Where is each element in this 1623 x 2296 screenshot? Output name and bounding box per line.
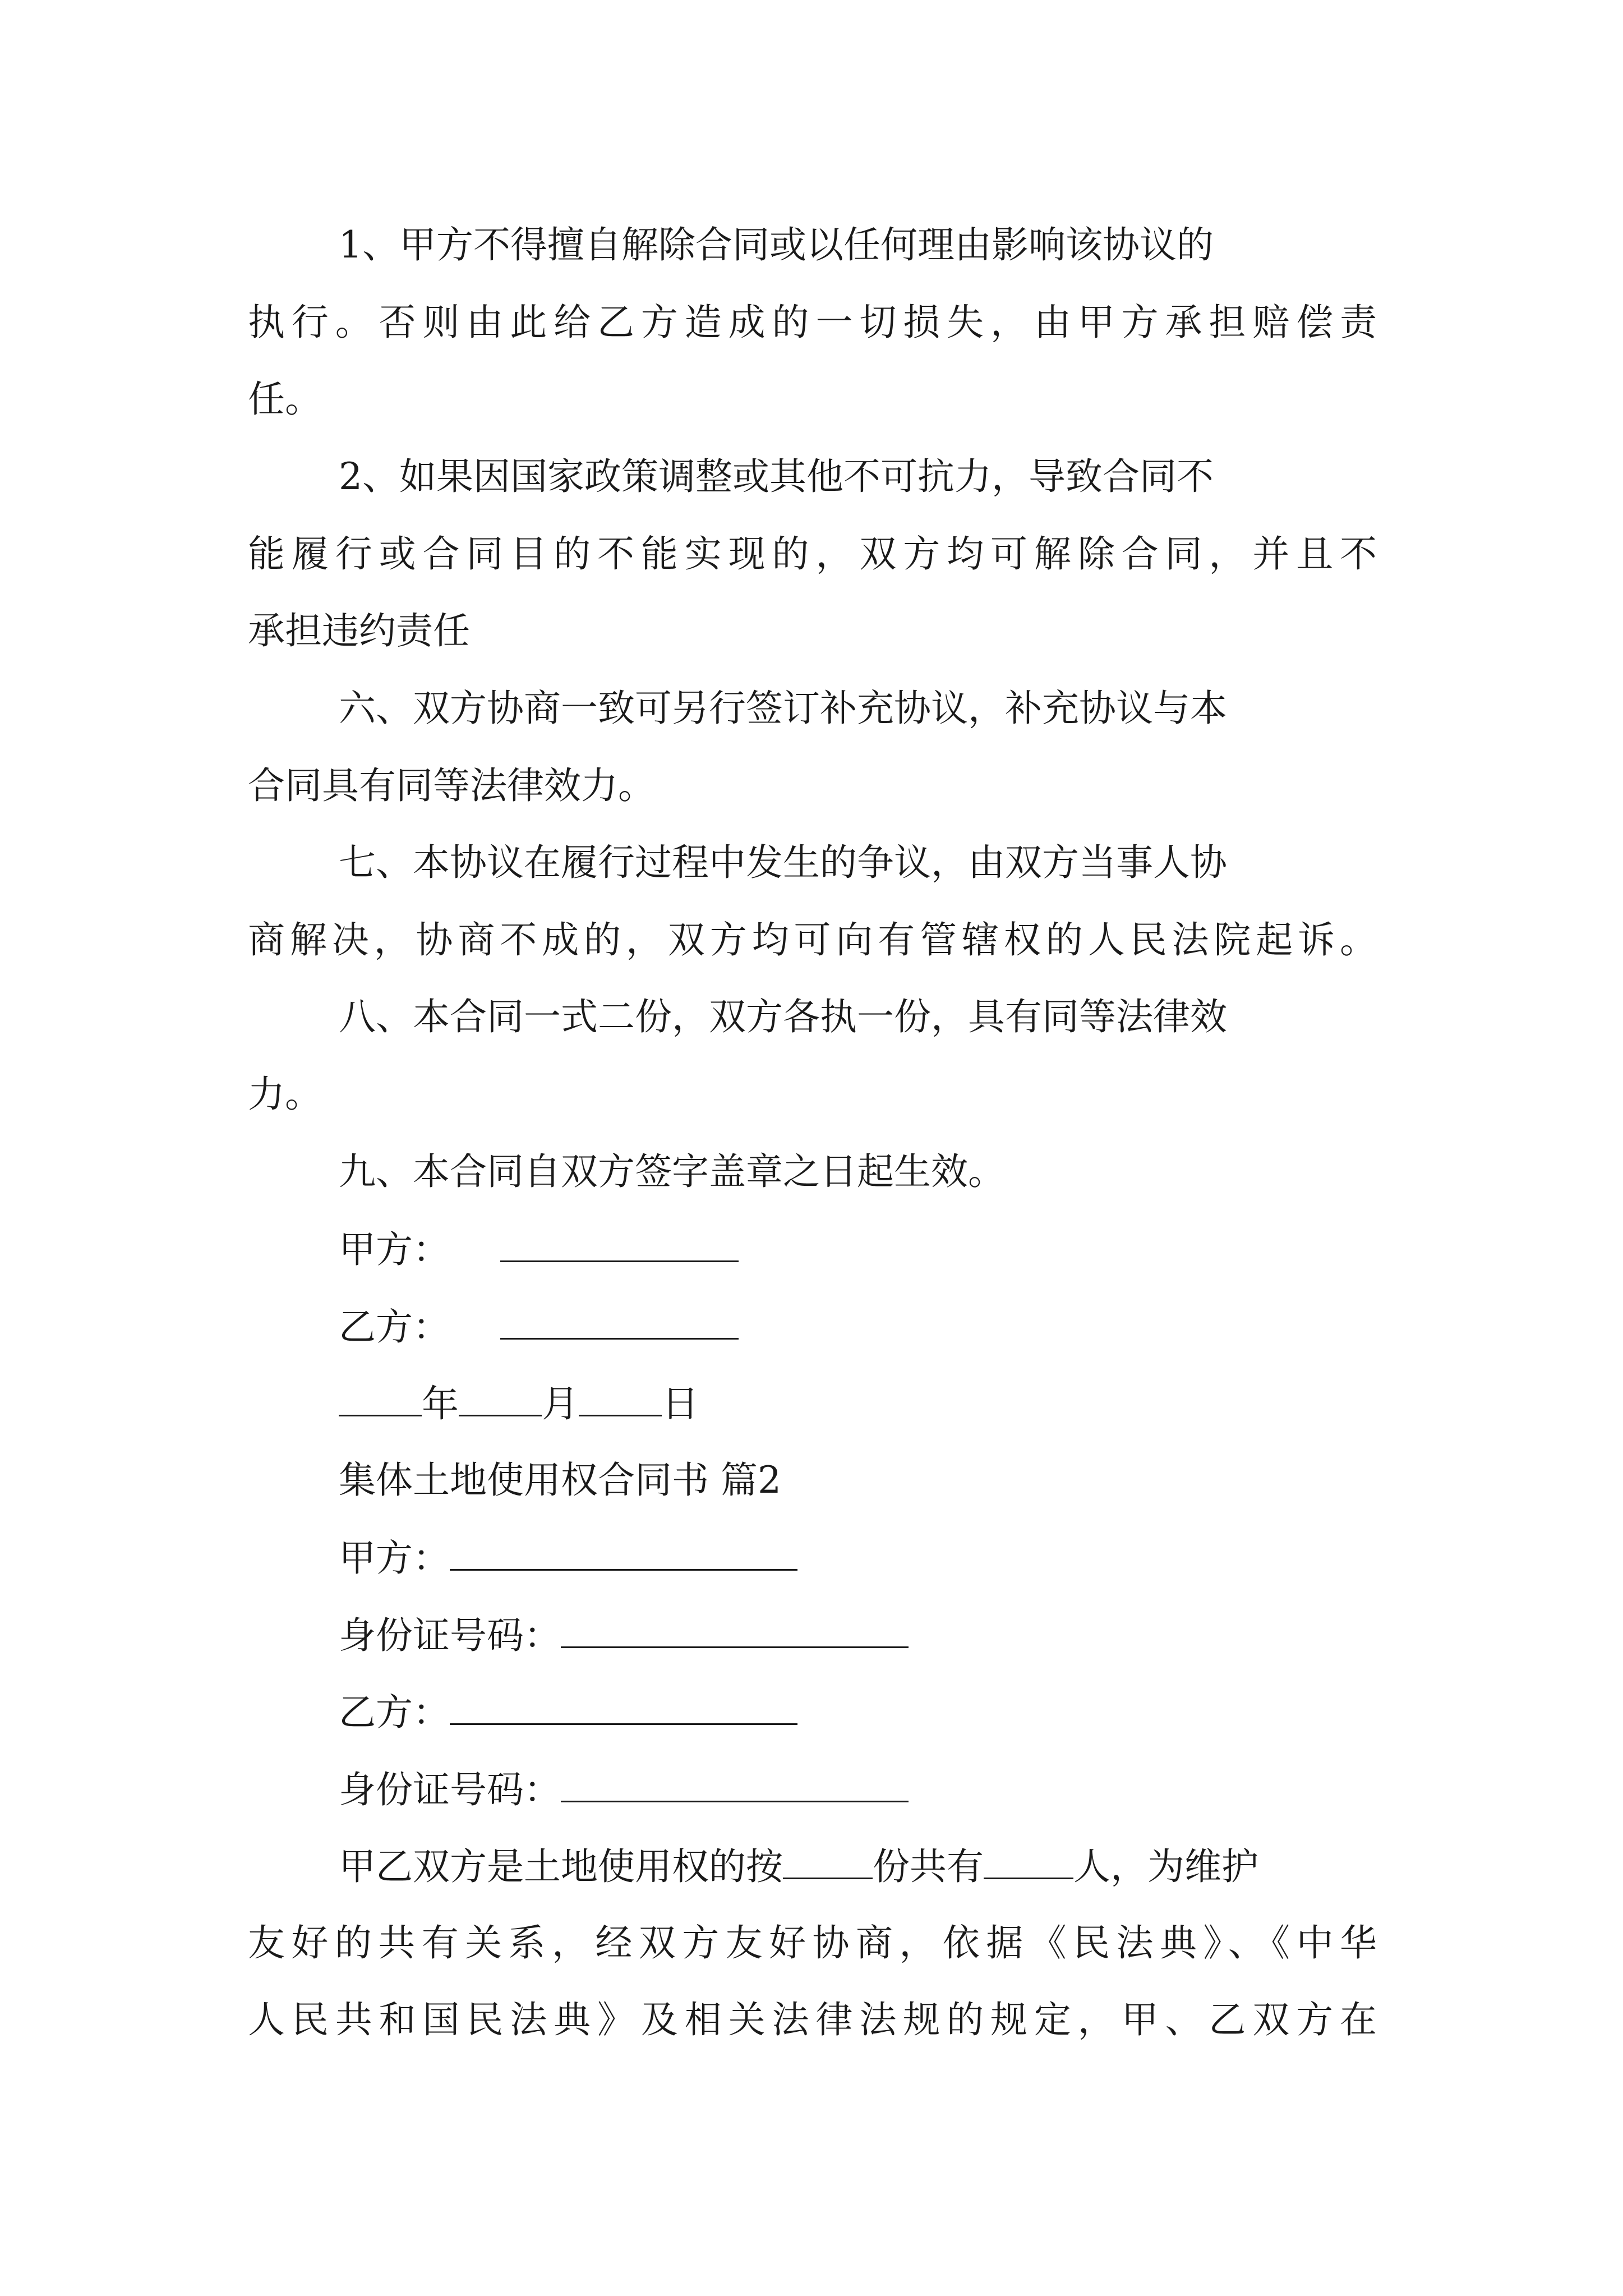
preamble-part-2: 份共有 (873, 1845, 984, 1888)
date-line (339, 1378, 699, 1429)
preamble-line-1 (339, 1841, 1258, 1892)
preamble-part-3: 人，为维护 (1073, 1845, 1258, 1888)
signature-party-b-label: 乙方： (339, 1305, 450, 1349)
clause-8-line-2: 力。 (248, 1073, 322, 1116)
party-a-id-label: 身份证号码： (339, 1614, 561, 1657)
party-b-field (339, 1686, 797, 1738)
signature-party-b (339, 1301, 739, 1352)
clause-7-line-1: 七、本协议在履行过程中发生的争议，由双方当事人协 (339, 841, 1227, 884)
party-b-id-blank (561, 1764, 909, 1802)
party-b-blank (450, 1686, 797, 1725)
year-blank (339, 1378, 422, 1416)
share-blank (783, 1841, 873, 1879)
preamble-line-3: 人民共和国民法典》及相关法律法规的规定，甲、乙双方在 (248, 1998, 1377, 2041)
month-label: 月 (542, 1382, 579, 1425)
party-a-blank (450, 1532, 797, 1571)
clause-2-line-2: 能履行或合同目的不能实现的，双方均可解除合同，并且不 (248, 532, 1377, 576)
people-blank (984, 1841, 1073, 1879)
section-title: 集体土地使用权合同书 篇2 (339, 1458, 781, 1502)
signature-party-a-label: 甲方： (339, 1228, 450, 1271)
day-label: 日 (662, 1382, 699, 1425)
day-blank (579, 1378, 662, 1416)
clause-7-line-2: 商解决，协商不成的，双方均可向有管辖权的人民法院起诉。 (248, 918, 1377, 961)
party-a-id-field (339, 1609, 909, 1661)
party-b-label: 乙方： (339, 1691, 450, 1734)
month-blank (459, 1378, 542, 1416)
clause-2-line-3: 承担违约责任 (248, 609, 470, 652)
year-label: 年 (422, 1382, 459, 1425)
signature-party-b-blank (500, 1301, 739, 1340)
party-a-field (339, 1532, 797, 1584)
clause-6-line-2: 合同具有同等法律效力。 (248, 764, 655, 807)
signature-party-a (339, 1223, 739, 1275)
clause-6-line-1: 六、双方协商一致可另行签订补充协议，补充协议与本 (339, 687, 1227, 730)
party-a-label: 甲方： (339, 1536, 450, 1580)
clause-1-line-3: 任。 (248, 378, 322, 421)
signature-party-a-blank (500, 1223, 739, 1262)
clause-1-line-1: 1、甲方不得擅自解除合同或以任何理由影响该协议的 (339, 223, 1214, 266)
clause-8-line-1: 八、本合同一式二份，双方各执一份，具有同等法律效 (339, 995, 1227, 1038)
party-b-id-field (339, 1764, 909, 1815)
party-a-id-blank (561, 1609, 909, 1648)
party-b-id-label: 身份证号码： (339, 1768, 561, 1811)
preamble-line-2: 友好的共有关系，经双方友好协商，依据《民法典》、《中华 (248, 1921, 1377, 1964)
clause-2-line-1: 2、如果因国家政策调整或其他不可抗力，导致合同不 (339, 455, 1214, 498)
clause-9: 九、本合同自双方签字盖章之日起生效。 (339, 1150, 1005, 1193)
preamble-part-1: 甲乙双方是土地使用权的按 (339, 1845, 783, 1888)
clause-1-line-2: 执行。否则由此给乙方造成的一切损失，由甲方承担赔偿责 (248, 301, 1377, 344)
